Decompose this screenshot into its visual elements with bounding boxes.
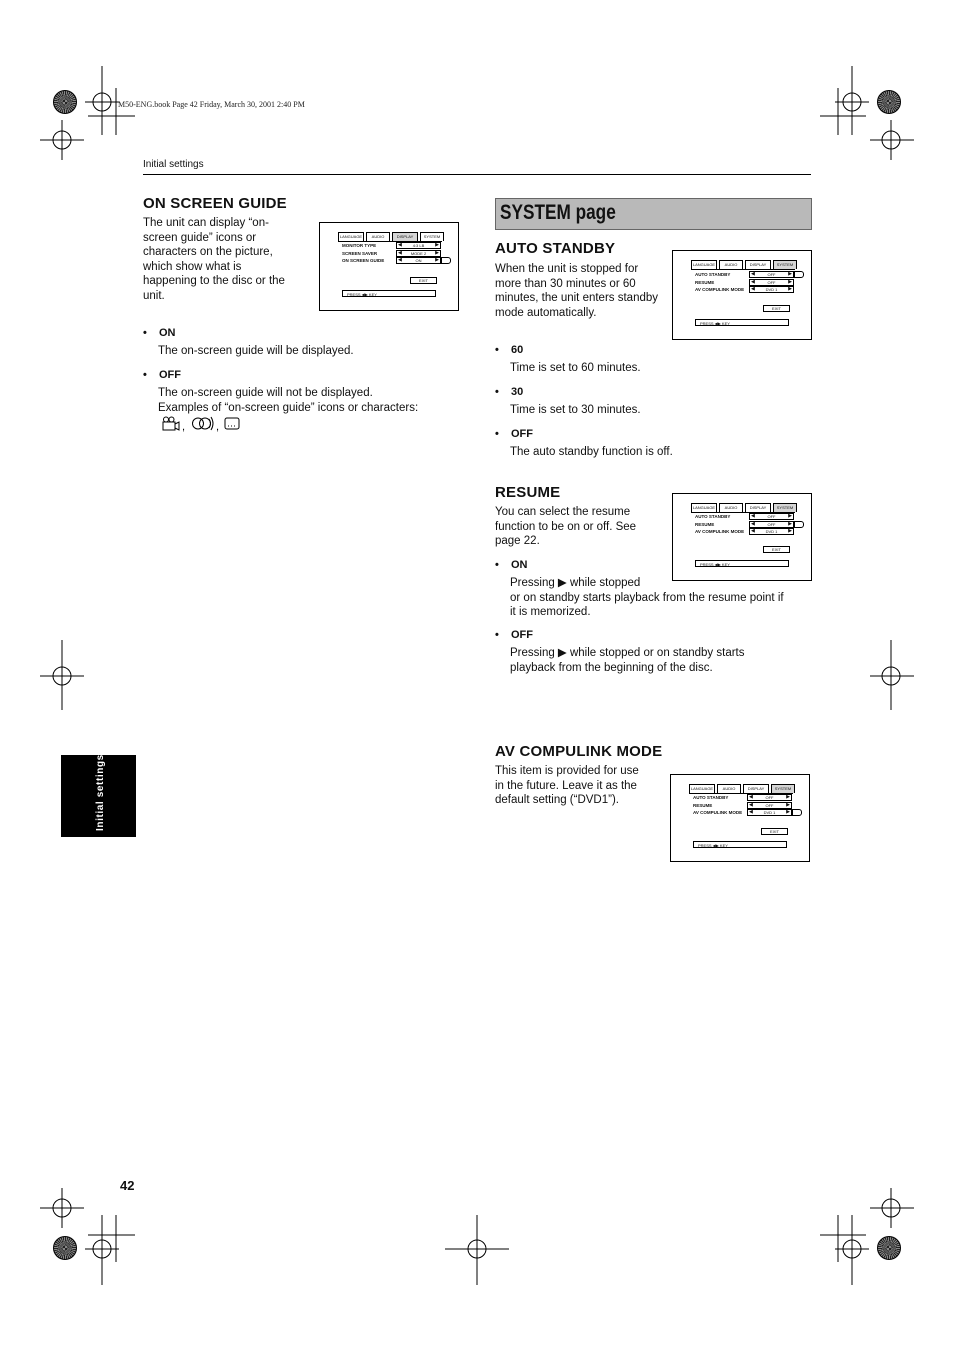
osd-tab-language: LANGUAGE bbox=[692, 505, 716, 510]
side-tab-label: Initial settings bbox=[95, 754, 106, 831]
bullet-off-standby-text: The auto standby function is off. bbox=[510, 446, 673, 458]
bullet-off-text: The on-screen guide will not be displayed. Examples of “on-screen guide” icons or characters: bbox=[158, 387, 419, 414]
osd-pointer-icon bbox=[441, 257, 451, 264]
subtitle-icon bbox=[225, 418, 239, 429]
bullet-60: • 60 bbox=[495, 344, 524, 356]
osd-pointer-icon bbox=[792, 809, 802, 816]
osd-system-screen-resume bbox=[672, 493, 812, 581]
osd-tab-system: SYSTEM bbox=[773, 503, 797, 512]
osd-exit: EXIT bbox=[763, 546, 790, 553]
bullet-resume-on-text: Pressing ▶ while stopped or on standby starts playback from the resume point if it is memorized. bbox=[510, 577, 784, 618]
bullet-resume-off: • OFF bbox=[495, 629, 533, 641]
auto-standby-intro: When the unit is stopped for more than 30 minutes or 60 minutes, the unit enters standby mode automatically. bbox=[495, 263, 659, 319]
bullet-60-text: Time is set to 60 minutes. bbox=[510, 362, 641, 374]
print-header: M50-ENG.book Page 42 Friday, March 30, 2001 2:40 PM bbox=[118, 100, 305, 109]
osd-tab-audio: AUDIO bbox=[717, 784, 741, 793]
header-rule bbox=[143, 174, 811, 175]
resume-intro: You can select the resume function to be on or off. See page 22. bbox=[495, 506, 637, 547]
osd-row-label: AV COMPULINK MODE bbox=[695, 529, 745, 534]
osd-exit: EXIT bbox=[761, 828, 788, 835]
osd-row-label: AUTO STANDBY bbox=[693, 795, 729, 800]
osd-row-value: ◀ OFF ▶ bbox=[749, 802, 790, 808]
osd-tab-system: SYSTEM bbox=[773, 260, 797, 269]
guide-icons bbox=[162, 416, 244, 432]
osd-row-label: AUTO STANDBY bbox=[695, 514, 731, 519]
osd-row-value: ◀ DVD 1 ▶ bbox=[749, 809, 790, 815]
osd-row-label: RESUME bbox=[693, 803, 713, 808]
bullet-on-text: The on-screen guide will be displayed. bbox=[158, 345, 354, 357]
osd-row-value: ◀ OFF ▶ bbox=[751, 513, 792, 519]
osd-row-value: ◀ OFF ▶ bbox=[751, 271, 792, 277]
osd-tab-audio: AUDIO bbox=[719, 260, 743, 269]
osd-tab-system: SYSTEM bbox=[771, 784, 795, 793]
osd-exit: EXIT bbox=[410, 277, 437, 284]
osd-row-label: SCREEN SAVER bbox=[342, 251, 378, 256]
svg-text:,: , bbox=[182, 421, 186, 432]
osd-press-key: PRESS ◀▶ KEY bbox=[695, 560, 789, 567]
osd-tab-language: LANGUAGE bbox=[692, 262, 716, 267]
osd-exit: EXIT bbox=[763, 305, 790, 312]
osd-tab-language: LANGUAGE bbox=[690, 786, 714, 791]
osd-row-label: AV COMPULINK MODE bbox=[693, 810, 743, 815]
osd-row-label: MONITOR TYPE bbox=[342, 243, 377, 248]
osd-display-screen bbox=[319, 222, 459, 311]
osd-tab-system: SYSTEM bbox=[420, 232, 444, 241]
bullet-off-standby: • OFF bbox=[495, 428, 533, 440]
audio-icon bbox=[193, 417, 214, 430]
osd-tab-display: DISPLAY bbox=[745, 503, 771, 512]
camera-icon bbox=[163, 417, 179, 430]
osd-press-key: PRESS ◀▶ KEY bbox=[693, 841, 787, 848]
on-screen-guide-intro: The unit can display “on- screen guide” icons or characters on the picture, which show what is happening to the disc or the unit. bbox=[143, 217, 285, 302]
resume-heading: RESUME bbox=[495, 484, 561, 501]
bullet-resume-on: • ON bbox=[495, 559, 528, 571]
av-compulink-heading: AV COMPULINK MODE bbox=[495, 743, 663, 760]
osd-row-value: ◀ ON ▶ bbox=[398, 257, 439, 263]
osd-row-value: ◀ DVD 1 ▶ bbox=[751, 528, 792, 534]
av-compulink-intro: This item is provided for use in the future. Leave it as the default setting (“DVD1”). bbox=[495, 765, 639, 806]
osd-row-label: ON SCREEN GUIDE bbox=[342, 258, 385, 263]
osd-row-label: AUTO STANDBY bbox=[695, 272, 731, 277]
osd-row-label: RESUME bbox=[695, 280, 715, 285]
osd-tab-audio: AUDIO bbox=[719, 503, 743, 512]
side-tab bbox=[61, 755, 136, 837]
osd-row-value: ◀ MODE 2 ▶ bbox=[398, 250, 439, 256]
osd-row-value: ◀ DVD 1 ▶ bbox=[751, 286, 792, 292]
osd-system-screen-av-compulink bbox=[670, 774, 810, 862]
page-title: SYSTEM page bbox=[500, 201, 616, 224]
bullet-off: • OFF bbox=[143, 369, 181, 381]
osd-tab-display: DISPLAY bbox=[745, 260, 771, 269]
page-title-bar bbox=[495, 198, 812, 230]
osd-system-screen-auto-standby bbox=[672, 250, 812, 340]
section-header: Initial settings bbox=[143, 159, 204, 170]
bullet-30-text: Time is set to 30 minutes. bbox=[510, 404, 641, 416]
osd-press-key: PRESS ◀▶ KEY bbox=[695, 319, 789, 326]
page-number: 42 bbox=[120, 1178, 135, 1193]
bullet-resume-off-text: Pressing ▶ while stopped or on standby starts playback from the beginning of the disc. bbox=[510, 647, 745, 674]
osd-row-value: ◀ OFF ▶ bbox=[751, 279, 792, 285]
osd-press-key: PRESS ◀▶ KEY bbox=[342, 290, 436, 297]
osd-row-label: RESUME bbox=[695, 522, 715, 527]
osd-row-value: ◀ OFF ▶ bbox=[749, 794, 790, 800]
osd-tab-language: LANGUAGE bbox=[339, 234, 363, 239]
bullet-on: • ON bbox=[143, 327, 176, 339]
osd-row-label: AV COMPULINK MODE bbox=[695, 287, 745, 292]
osd-tab-display: DISPLAY bbox=[392, 232, 418, 241]
svg-text:,: , bbox=[216, 421, 220, 432]
osd-row-value: ◀ OFF ▶ bbox=[751, 521, 792, 527]
osd-tab-audio: AUDIO bbox=[366, 232, 390, 241]
osd-pointer-icon bbox=[794, 521, 804, 528]
osd-row-value: ◀ 4:3 LB ▶ bbox=[398, 242, 439, 248]
osd-pointer-icon bbox=[794, 271, 804, 278]
on-screen-guide-heading: ON SCREEN GUIDE bbox=[143, 195, 287, 212]
osd-tab-display: DISPLAY bbox=[743, 784, 769, 793]
bullet-30: • 30 bbox=[495, 386, 524, 398]
auto-standby-heading: AUTO STANDBY bbox=[495, 240, 616, 257]
